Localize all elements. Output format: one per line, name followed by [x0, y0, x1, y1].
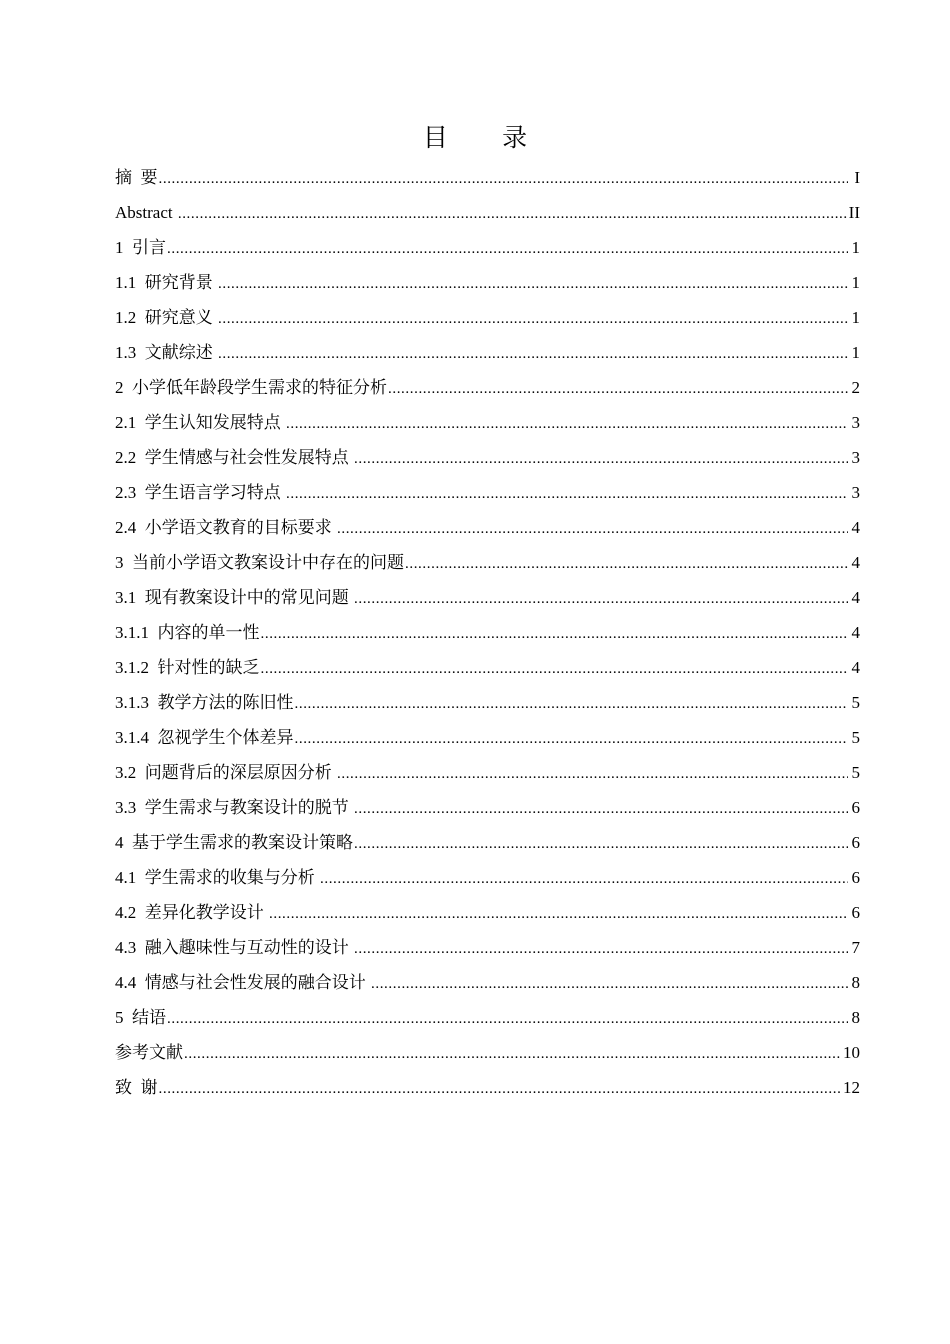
dot-leader	[269, 895, 848, 930]
toc-entry-label: 3.2 问题背后的深层原因分析	[115, 763, 336, 782]
toc-entry-label: 3.3 学生需求与教案设计的脱节	[115, 798, 353, 817]
toc-entry[interactable]	[115, 300, 860, 335]
toc-entry-page: 7	[851, 938, 860, 957]
toc-entry-page: 3	[851, 483, 860, 502]
toc-entry-page: 8	[851, 973, 860, 992]
dot-leader	[354, 580, 848, 615]
dot-leader	[218, 335, 848, 370]
toc-entry-page: 6	[851, 868, 860, 887]
toc-entry-label: 参考文献	[115, 1043, 183, 1062]
dot-leader	[354, 440, 848, 475]
dot-leader	[184, 1035, 841, 1070]
toc-entry-label: 1.3 文献综述	[115, 343, 217, 362]
toc-entry[interactable]	[115, 405, 860, 440]
toc-entry-page: 1	[851, 308, 860, 327]
toc-entry-page: 6	[851, 903, 860, 922]
dot-leader	[167, 1000, 848, 1035]
toc-entry[interactable]	[115, 755, 860, 790]
toc-entry-label: 1 引言	[115, 238, 166, 257]
toc-entry[interactable]	[115, 335, 860, 370]
toc-entry-page: 3	[851, 448, 860, 467]
toc-entry-page: 8	[851, 1008, 860, 1027]
dot-leader	[167, 230, 848, 265]
toc-entry-label: 4.3 融入趣味性与互动性的设计	[115, 938, 353, 957]
toc-entry-label: 4.2 差异化教学设计	[115, 903, 268, 922]
toc-entry-label: 3.1.2 针对性的缺乏	[115, 658, 260, 677]
toc-entry-label: 2.4 小学语文教育的目标要求	[115, 518, 336, 537]
toc-entry-page: I	[854, 168, 860, 187]
toc-entry-page: 5	[851, 693, 860, 712]
toc-entry-label: 2.1 学生认知发展特点	[115, 413, 285, 432]
dot-leader	[320, 860, 848, 895]
toc-entry[interactable]	[115, 195, 860, 230]
toc-entry[interactable]	[115, 545, 860, 580]
dot-leader	[159, 160, 849, 195]
toc-entry-label: 摘 要	[115, 168, 158, 187]
toc-entry[interactable]	[115, 790, 860, 825]
dot-leader	[295, 720, 849, 755]
toc-entry-page: 1	[851, 343, 860, 362]
toc-entry[interactable]	[115, 370, 860, 405]
toc-entry-label: 2.2 学生情感与社会性发展特点	[115, 448, 353, 467]
toc-entry[interactable]	[115, 825, 860, 860]
dot-leader	[261, 650, 849, 685]
dot-leader	[295, 685, 849, 720]
toc-entry-label: 1.2 研究意义	[115, 308, 217, 327]
table-of-contents	[115, 160, 860, 1105]
toc-entry-page: 4	[851, 588, 860, 607]
toc-entry[interactable]	[115, 720, 860, 755]
toc-entry[interactable]	[115, 160, 860, 195]
toc-entry-page: 6	[851, 833, 860, 852]
toc-entry-page: 5	[851, 763, 860, 782]
toc-entry-label: 3.1.1 内容的单一性	[115, 623, 260, 642]
dot-leader	[159, 1070, 842, 1105]
toc-entry-page: 5	[851, 728, 860, 747]
toc-entry[interactable]	[115, 1000, 860, 1035]
toc-entry-label: 致 谢	[115, 1078, 158, 1097]
toc-entry-label: 1.1 研究背景	[115, 273, 217, 292]
toc-entry-label: Abstract	[115, 203, 177, 222]
toc-entry[interactable]	[115, 895, 860, 930]
toc-entry[interactable]	[115, 1070, 860, 1105]
dot-leader	[218, 265, 848, 300]
toc-entry-page: 4	[851, 553, 860, 572]
dot-leader	[261, 615, 849, 650]
toc-entry-label: 4 基于学生需求的教案设计策略	[115, 833, 353, 852]
toc-entry-page: 10	[843, 1043, 860, 1062]
toc-entry[interactable]	[115, 580, 860, 615]
toc-entry[interactable]	[115, 860, 860, 895]
dot-leader	[337, 755, 848, 790]
toc-entry-page: 1	[851, 273, 860, 292]
toc-entry-page: 3	[851, 413, 860, 432]
toc-entry-page: 1	[851, 238, 860, 257]
dot-leader	[178, 195, 847, 230]
toc-entry-page: 12	[843, 1078, 860, 1097]
toc-entry[interactable]	[115, 650, 860, 685]
toc-entry-label: 4.1 学生需求的收集与分析	[115, 868, 319, 887]
dot-leader	[371, 965, 848, 1000]
toc-entry-page: 4	[851, 518, 860, 537]
toc-entry-label: 3.1.4 忽视学生个体差异	[115, 728, 294, 747]
dot-leader	[354, 930, 848, 965]
toc-entry-label: 2.3 学生语言学习特点	[115, 483, 285, 502]
toc-entry-page: 4	[851, 623, 860, 642]
toc-entry[interactable]	[115, 230, 860, 265]
dot-leader	[218, 300, 848, 335]
toc-entry[interactable]	[115, 265, 860, 300]
toc-entry-page: 6	[851, 798, 860, 817]
dot-leader	[354, 790, 848, 825]
dot-leader	[337, 510, 848, 545]
toc-entry-label: 3 当前小学语文教案设计中存在的问题	[115, 553, 404, 572]
toc-entry[interactable]	[115, 965, 860, 1000]
dot-leader	[388, 370, 848, 405]
toc-entry-label: 3.1.3 教学方法的陈旧性	[115, 693, 294, 712]
toc-entry[interactable]	[115, 440, 860, 475]
toc-entry-page: 4	[851, 658, 860, 677]
page-title: 目 录	[422, 125, 552, 152]
dot-leader	[405, 545, 848, 580]
toc-entry-label: 3.1 现有教案设计中的常见问题	[115, 588, 353, 607]
dot-leader	[286, 405, 848, 440]
dot-leader	[286, 475, 848, 510]
dot-leader	[354, 825, 848, 860]
toc-entry-page: II	[848, 203, 860, 222]
toc-entry[interactable]	[115, 615, 860, 650]
toc-entry[interactable]	[115, 930, 860, 965]
toc-entry-page: 2	[851, 378, 860, 397]
toc-entry[interactable]	[115, 685, 860, 720]
toc-entry-label: 4.4 情感与社会性发展的融合设计	[115, 973, 370, 992]
toc-entry-label: 5 结语	[115, 1008, 166, 1027]
toc-entry-label: 2 小学低年龄段学生需求的特征分析	[115, 378, 387, 397]
toc-entry[interactable]	[115, 1035, 860, 1070]
toc-entry[interactable]	[115, 475, 860, 510]
toc-entry[interactable]	[115, 510, 860, 545]
